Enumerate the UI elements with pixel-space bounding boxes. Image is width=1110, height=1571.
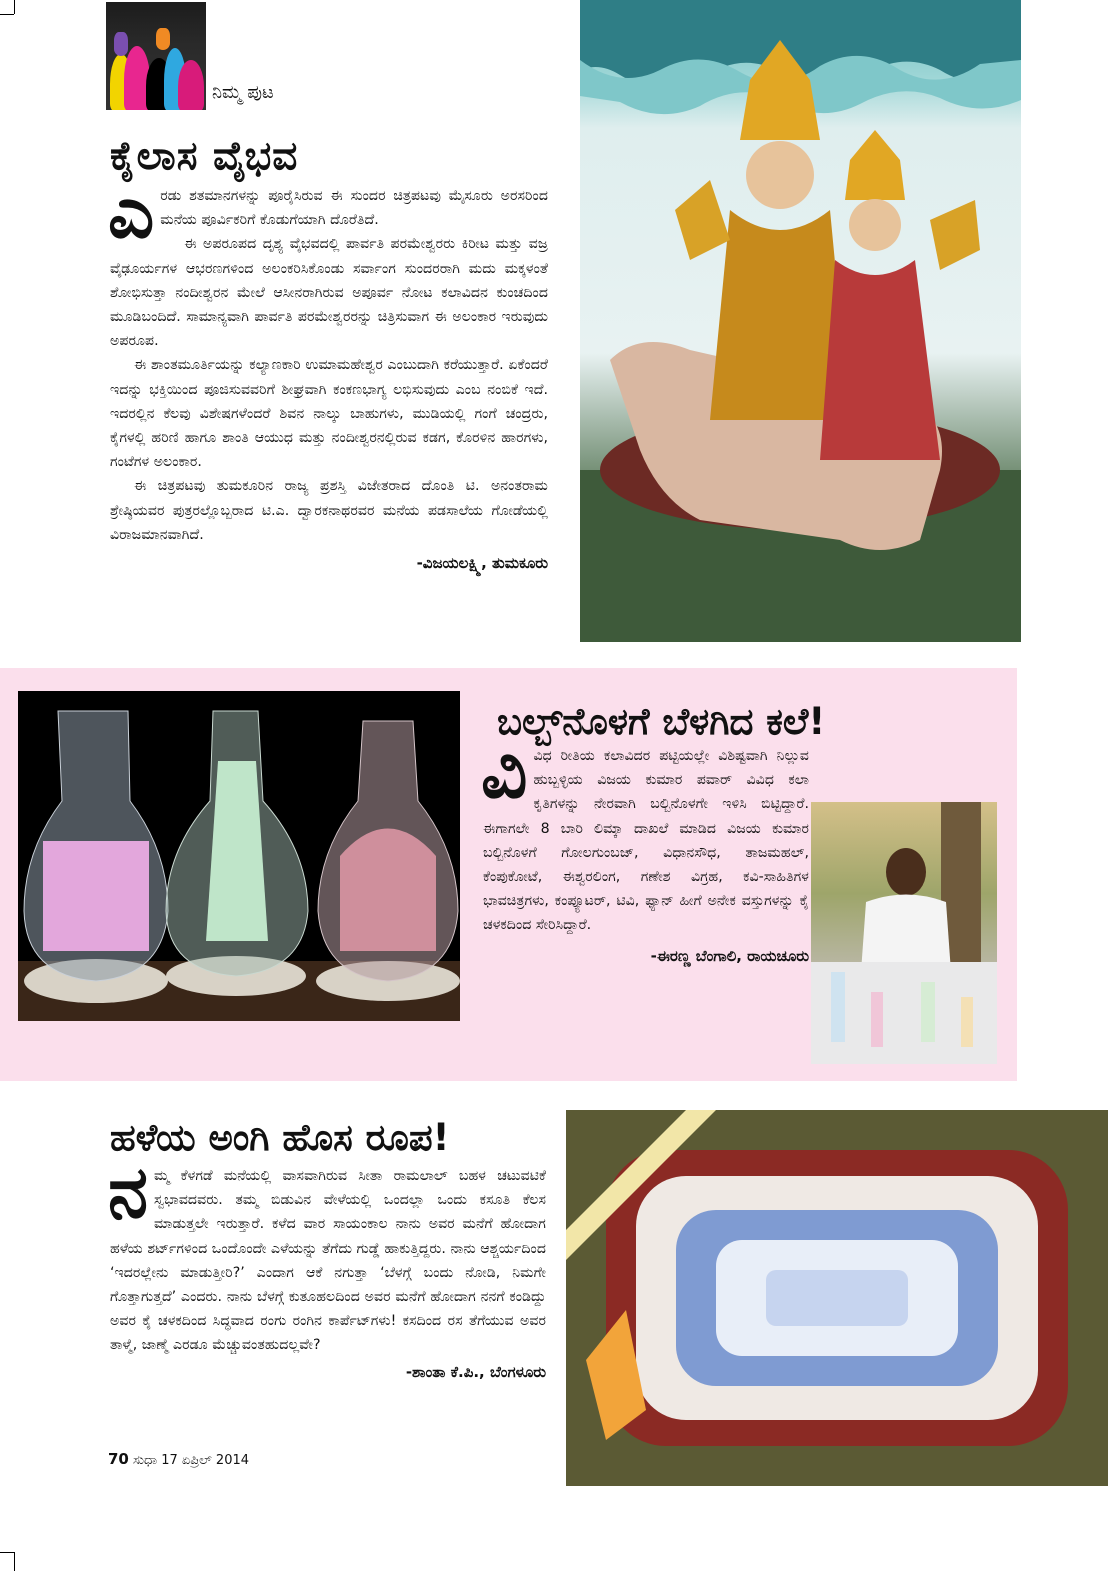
dropcap: ನ [108, 1150, 149, 1234]
article-title-carpet: ಹಳೆಯ ಅಂಗಿ ಹೊಸ ರೂಪ! [110, 1116, 450, 1159]
paragraph: ಈ ಶಾಂತಮೂರ್ತಿಯನ್ನು ಕಲ್ಯಾಣಕಾರಿ ಉಮಾಮಹೇಶ್ವರ ಎಂಬುದಾಗಿ ಕರೆಯುತ್ತಾರೆ. ಏಕೆಂದರೆ ಇದನ್ನು ಭಕ್ತಿಯಿಂದ ಪೂಜಿಸುವವರಿಗೆ ಶೀಘ್ರವಾಗಿ ಕಂಕಣಭಾಗ್ಯ ಲಭಿಸುವುದು ಎಂಬ ನಂಬಿಕೆ ಇದೆ. ಇದರಲ್ಲಿನ ಕೆಲವು ವಿಶೇಷಗಳೆಂದರೆ ಶಿವನ ನಾಲ್ಕು ಬಾಹುಗಳು, ಮುಡಿಯಲ್ಲಿ ಗಂಗೆ ಚಂದ್ರರು, ಕೈಗಳಲ್ಲಿ ಹರಿಣಿ ಹಾಗೂ ಶಾಂತಿ ಆಯುಧ ಮತ್ತು ನಂದೀಶ್ವರನಲ್ಲಿರುವ ಕಡಗ, ಕೊರಳಿನ ಹಾರಗಳು, ಗಂಟೆಗಳ ಅಲಂಕಾರ. [110, 357, 548, 471]
carpet-illustration [566, 1110, 1108, 1486]
section-logo [106, 2, 206, 110]
article-body-carpet [108, 1150, 546, 1384]
paragraph: ಈ ಚಿತ್ರಪಟವು ತುಮಕೂರಿನ ರಾಜ್ಯ ಪ್ರಶಸ್ತಿ ವಿಜೇತರಾದ ದೊಂತಿ ಟಿ. ಅನಂತರಾಮ ಶ್ರೇಷ್ಠಿಯವರ ಪುತ್ರರಲ್ಲೊಬ್ಬರಾದ ಟಿ.ಎ. ದ್ವಾರಕನಾಥರವರ ಮನೆಯ ಪಡಸಾಲೆಯ ಗೋಡೆಯಲ್ಲಿ ವಿರಾಜಮಾನವಾಗಿದೆ. [110, 478, 548, 543]
article-title-kailasa: ಕೈಲಾಸ ವೈಭವ [110, 134, 299, 179]
paragraph: ನಮ್ಮ ಕೆಳಗಡೆ ಮನೆಯಲ್ಲಿ ವಾಸವಾಗಿರುವ ಸೀತಾ ರಾಮಲಾಲ್ ಬಹಳ ಚಟುವಟಿಕೆ ಸ್ವಭಾವದವರು. ತಮ್ಮ ಬಿಡುವಿನ ವೇಳೆಯಲ್ಲಿ ಒಂದಲ್ಲಾ ಒಂದು ಕಸೂತಿ ಕೆಲಸ ಮಾಡುತ್ತಲೇ ಇರುತ್ತಾರೆ. ಕಳೆದ ವಾರ ಸಾಯಂಕಾಲ ನಾನು ಅವರ ಮನೆಗೆ ಹೋದಾಗ ಹಳೆಯ ಶರ್ಟ್‌ಗಳಿಂದ ಒಂದೊಂದೇ ಎಳೆಯನ್ನು ತೆಗೆದು ಗುಡ್ಡೆ ಹಾಕುತ್ತಿದ್ದರು. ನಾನು ಆಶ್ಚರ್ಯದಿಂದ ‘ಇದರಲ್ಲೇನು ಮಾಡುತ್ತೀರಿ?’ ಎಂದಾಗ ಆಕೆ ನಗುತ್ತಾ ‘ಬೆಳಗ್ಗೆ ಬಂದು ನೋಡಿ, ನಿಮಗೇ ಗೊತ್ತಾಗುತ್ತದೆ’ ಎಂದರು. ನಾನು ಬೆಳಗ್ಗೆ ಕುತೂಹಲದಿಂದ ಅವರ ಮನೆಗೆ ಹೋದಾಗ ನನಗೆ ಕಂಡಿದ್ದು ಅವರ ಕೈ ಚಳಕದಿಂದ ಸಿದ್ಧವಾದ ರಂಗು ರಂಗಿನ ಕಾರ್ಪೆಟ್‌ಗಳು! ಕಸದಿಂದ ರಸ ತೆಗೆಯುವ ಅವರ ತಾಳ್ಮೆ, ಜಾಣ್ಮೆ ಎರಡೂ ಮೆಚ್ಚುವಂತಹುದಲ್ಲವೇ? [108, 1150, 546, 1354]
magazine-name: ಸುಧಾ [133, 1453, 158, 1468]
paragraph: ಈ ಅಪರೂಪದ ದೃಶ್ಯ ವೈಭವದಲ್ಲಿ ಪಾರ್ವತಿ ಪರಮೇಶ್ವರರು ಕಿರೀಟ ಮತ್ತು ವಜ್ರ ವೈಢೂರ್ಯಗಳ ಆಭರಣಗಳಿಂದ ಅಲಂಕರಿಸಿಕೊಂಡು ಸರ್ವಾಂಗ ಸುಂದರರಾಗಿ ಮದು ಮಕ್ಕಳಂತೆ ಶೋಭಿಸುತ್ತಾ ನಂದೀಶ್ವರನ ಮೇಲೆ ಆಸೀನರಾಗಿರುವ ಅಪೂರ್ವ ನೋಟ ಕಲಾವಿದನ ಕುಂಚದಿಂದ ಮೂಡಿಬಂದಿದೆ. ಸಾಮಾನ್ಯವಾಗಿ ಪಾರ್ವತಿ ಪರಮೇಶ್ವರರನ್ನು ಚಿತ್ರಿಸುವಾಗ ಈ ಅಲಂಕಾರ ಇರುವುದು ಅಪರೂಪ. [110, 236, 548, 350]
paragraph: ಎರಡು ಶತಮಾನಗಳನ್ನು ಪೂರೈಸಿರುವ ಈ ಸುಂದರ ಚಿತ್ರಪಟವು ಮೈಸೂರು ಅರಸರಿಂದ ಮನೆಯ ಪೂರ್ವಿಕರಿಗೆ ಕೊಡುಗೆಯಾಗಿ ದೊರೆತಿದೆ. [108, 170, 548, 254]
artist-illustration [811, 802, 997, 1064]
byline: -ಈರಣ್ಣ ಬೆಂಗಾಲಿ, ರಾಯಚೂರು [650, 946, 809, 965]
painting-illustration [580, 0, 1021, 642]
bulbs-illustration [18, 691, 460, 1021]
carpet-photo [566, 1110, 1108, 1486]
byline: -ವಿಜಯಲಕ್ಷ್ಮಿ, ತುಮಕೂರು [416, 554, 548, 573]
crop-mark [0, 14, 14, 15]
folio [108, 1450, 249, 1468]
issue-date: 17 ಏಪ್ರಿಲ್ 2014 [161, 1453, 250, 1468]
article-body-bulb-art [481, 730, 809, 968]
page-number: 70 [108, 1450, 129, 1468]
crop-mark [14, 1552, 15, 1571]
dropcap: ಎ [108, 170, 155, 254]
crop-mark [14, 0, 15, 14]
crop-mark [0, 1552, 14, 1553]
article-body-kailasa [108, 170, 548, 575]
shiva-parvati-painting [580, 0, 1021, 642]
bulb-art-photo [18, 691, 460, 1021]
artist-photo [811, 802, 997, 1064]
section-label: ನಿಮ್ಮ ಪುಟ [212, 82, 274, 103]
article-title-bulb-art: ಬಲ್ಬ್‌ನೊಳಗೆ ಬೆಳಗಿದ ಕಲೆ! [497, 700, 826, 743]
paragraph: ವಿವಿಧ ರೀತಿಯ ಕಲಾವಿದರ ಪಟ್ಟಿಯಲ್ಲೇ ವಿಶಿಷ್ಟವಾಗಿ ನಿಲ್ಲುವ ಹುಬ್ಬಳ್ಳಿಯ ವಿಜಯ ಕುಮಾರ ಪವಾರ್ ವಿವಿಧ ಕಲಾ ಕೃತಿಗಳನ್ನು ನೇರವಾಗಿ ಬಲ್ಬಿನೊಳಗೇ ಇಳಿಸಿ ಬಿಟ್ಟಿದ್ದಾರೆ. ಈಗಾಗಲೇ 8 ಬಾರಿ ಲಿಮ್ಕಾ ದಾಖಲೆ ಮಾಡಿದ ವಿಜಯ ಕುಮಾರ ಬಲ್ಬಿನೊಳಗೆ ಗೋಲಗುಂಬಜ್, ವಿಧಾನಸೌಧ, ತಾಜಮಹಲ್, ಕೆಂಪುಕೋಟೆ, ಈಶ್ವರಲಿಂಗ, ಗಣೇಶ ವಿಗ್ರಹ, ಕವಿ-ಸಾಹಿತಿಗಳ ಭಾವಚಿತ್ರಗಳು, ಕಂಪ್ಯೂಟರ್, ಟಿವಿ, ಫ್ಯಾನ್ ಹೀಗೆ ಅನೇಕ ವಸ್ತುಗಳನ್ನು ಕೈ ಚಳಕದಿಂದ ಸೇರಿಸಿದ್ದಾರೆ. [481, 730, 809, 934]
byline: -ಶಾಂತಾ ಕೆ.ಪಿ., ಬೆಂಗಳೂರು [405, 1362, 546, 1381]
dropcap: ವಿ [481, 730, 528, 814]
